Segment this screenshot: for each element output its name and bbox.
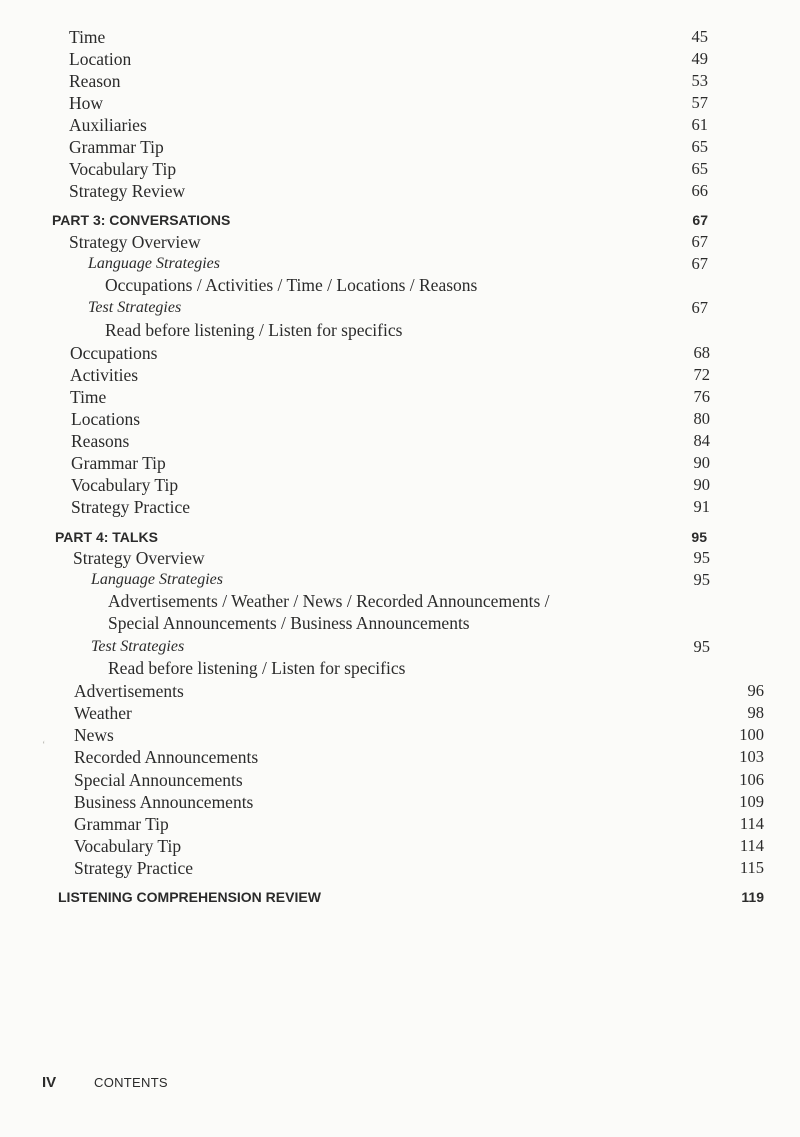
toc-label: Strategy Practice [74, 858, 194, 878]
toc-label: Reason [69, 71, 121, 91]
toc-page: 114 [739, 836, 764, 855]
toc-page: 84 [693, 431, 710, 450]
toc-label: Reasons [71, 431, 130, 451]
toc-heading-page: 95 [691, 529, 707, 545]
toc-page: 109 [739, 792, 764, 811]
toc-page: 80 [693, 409, 710, 428]
toc-page: 90 [693, 475, 710, 494]
toc-page: 53 [691, 71, 708, 90]
toc-page: 95 [693, 637, 710, 656]
footer-section-title: CONTENTS [94, 1075, 168, 1090]
toc-label: Occupations / Activities / Time / Locations / Reasons [105, 275, 478, 295]
toc-page: 67 [691, 232, 708, 251]
toc-label: Language Strategies [91, 571, 223, 588]
toc-label: Vocabulary Tip [71, 475, 179, 495]
toc-page: 65 [691, 137, 708, 156]
toc-label: Grammar Tip [71, 453, 166, 473]
toc-label: Activities [70, 365, 139, 385]
toc-page: 45 [691, 27, 708, 46]
toc-page: 61 [691, 115, 708, 134]
toc-page: 115 [739, 858, 764, 877]
toc-label: Locations [71, 409, 141, 429]
toc-label: Read before listening / Listen for specifics [108, 658, 406, 678]
toc-label: Advertisements / Weather / News / Recorded Announcements / [108, 591, 550, 611]
toc-label: Language Strategies [88, 255, 220, 272]
toc-page: 76 [693, 387, 710, 406]
toc-page: 65 [691, 159, 708, 178]
toc-page: 67 [691, 254, 708, 273]
toc-label: Vocabulary Tip [74, 836, 182, 856]
toc-page: 66 [691, 181, 708, 200]
toc-page: 90 [693, 453, 710, 472]
toc-label: Auxiliaries [69, 115, 147, 135]
toc-page: 98 [747, 703, 764, 722]
toc-page: 72 [693, 365, 710, 384]
toc-label: Strategy Practice [71, 497, 191, 517]
toc-label: Weather [74, 703, 132, 723]
toc-label: Test Strategies [88, 299, 182, 316]
toc-heading-label: PART 4: TALKS [55, 529, 158, 545]
toc-label: News [74, 725, 114, 745]
toc-page: 100 [739, 725, 764, 744]
toc-page: 114 [739, 814, 764, 833]
toc-page: 57 [691, 93, 708, 112]
toc-label: Special Announcements [74, 770, 243, 790]
toc-page: 68 [693, 343, 710, 362]
toc-page: 96 [747, 681, 764, 700]
toc-heading-label: PART 3: CONVERSATIONS [52, 212, 231, 228]
toc-label: Advertisements [74, 681, 184, 701]
toc-page: 95 [693, 548, 710, 567]
toc-page: 91 [693, 497, 710, 516]
toc-page: 95 [693, 570, 710, 589]
toc-label: Test Strategies [91, 638, 185, 655]
toc-label: Vocabulary Tip [69, 159, 177, 179]
toc-label: Read before listening / Listen for specifics [105, 320, 403, 340]
stray-mark: ʻ [42, 740, 46, 751]
footer-page-number: IV [42, 1074, 57, 1091]
toc-heading-page: 67 [692, 212, 708, 228]
toc-label: Time [70, 387, 107, 407]
toc-page: 49 [691, 49, 708, 68]
toc-page: 103 [739, 747, 764, 766]
toc-label: Grammar Tip [74, 814, 169, 834]
toc-label: Time [69, 27, 106, 47]
toc-label: Special Announcements / Business Announcements [108, 613, 470, 633]
toc-page: 106 [739, 770, 764, 789]
toc-heading-page: 119 [741, 889, 764, 905]
toc-page: 67 [691, 298, 708, 317]
toc-label: How [69, 93, 104, 113]
toc-label: Strategy Overview [73, 548, 205, 568]
toc-label: Recorded Announcements [74, 747, 259, 767]
toc-heading-label: LISTENING COMPREHENSION REVIEW [58, 889, 321, 905]
toc-label: Strategy Review [69, 181, 186, 201]
toc-label: Strategy Overview [69, 232, 201, 252]
toc-label: Grammar Tip [69, 137, 164, 157]
toc-label: Business Announcements [74, 792, 254, 812]
toc-label: Location [69, 49, 132, 69]
toc-label: Occupations [70, 343, 158, 363]
